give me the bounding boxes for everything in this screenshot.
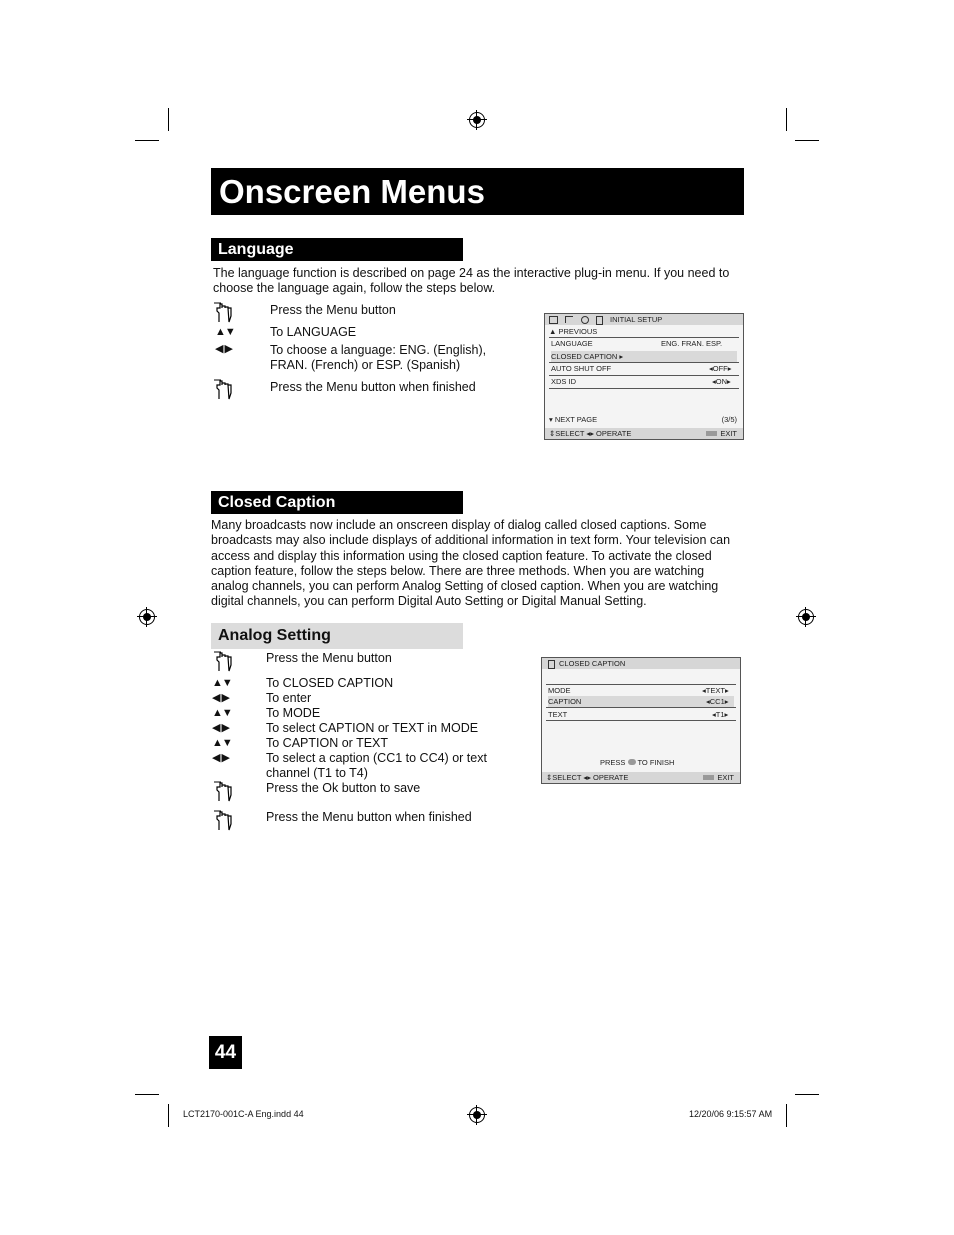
hand-press-icon: [213, 651, 235, 673]
left-right-arrows-icon: ◀ ▶: [212, 752, 229, 764]
row-label: CLOSED CAPTION: [551, 352, 618, 361]
language-intro: The language function is described on page 24 as the interactive plug-in menu. If you need to choose the language again, follow the steps below.: [213, 266, 730, 296]
xds-id-value: ◂ON▸: [712, 377, 731, 386]
crop-mark: [795, 1094, 819, 1095]
screen-title: INITIAL SETUP: [610, 315, 663, 324]
crop-mark: [135, 140, 159, 141]
screen-footer-bar: [542, 772, 740, 783]
ok-button-icon: [628, 759, 636, 765]
row-value: TEXT: [705, 686, 725, 695]
divider: [546, 707, 736, 708]
hand-press-icon: [213, 781, 235, 803]
crop-mark: [795, 140, 819, 141]
select-hint: ⇕SELECT ◂▸ OPERATE: [546, 773, 629, 782]
menu-row-text: TEXT: [548, 710, 568, 719]
exit-label: EXIT: [720, 429, 737, 438]
row-value: CC1: [709, 697, 725, 706]
menu-row-mode: MODE: [548, 686, 571, 695]
next-page-item: ▾ NEXT PAGE: [549, 415, 598, 424]
analog-step-7: To select a caption (CC1 to CC4) or text channel (T1 to T4): [266, 751, 487, 780]
caption-value: ◂CC1▸: [706, 697, 729, 706]
hand-press-icon: [213, 810, 235, 832]
crop-mark: [168, 1104, 169, 1127]
crop-mark: [168, 108, 169, 131]
select-label: SELECT: [552, 773, 582, 782]
divider: [549, 388, 739, 389]
crop-mark: [786, 1104, 787, 1127]
language-step-4: Press the Menu button when finished: [270, 380, 476, 394]
select-label: SELECT: [555, 429, 585, 438]
section-heading-closed-caption: Closed Caption: [211, 491, 463, 514]
page-indicator: (3/5): [721, 415, 737, 424]
left-right-arrows-icon: ◀ ▶: [215, 343, 232, 355]
press-label: PRESS: [600, 758, 626, 767]
previous-label: PREVIOUS: [558, 327, 598, 336]
tv-icon: [549, 316, 558, 324]
up-down-arrows-icon: ▲▼: [212, 677, 232, 689]
section-heading-language: Language: [211, 238, 463, 261]
closed-caption-screen: [541, 657, 741, 784]
picture-icon: [565, 316, 573, 323]
language-step-1: Press the Menu button: [270, 303, 396, 317]
language-step-3: To choose a language: ENG. (English), FRAN. (French) or ESP. (Spanish): [270, 343, 487, 372]
page-title: Onscreen Menus: [211, 168, 744, 215]
up-down-arrows-icon: ▲▼: [215, 326, 235, 338]
screen-title: CLOSED CAPTION: [559, 659, 626, 668]
auto-shut-off-value: ◂OFF▸: [709, 364, 732, 373]
clock-icon: [581, 316, 589, 324]
crop-mark: [135, 1094, 159, 1095]
language-options: ENG. FRAN. ESP.: [661, 339, 723, 348]
press-to-finish: [600, 757, 674, 768]
analog-step-9: Press the Menu button when finished: [266, 810, 472, 824]
select-hint: ⇕SELECT ◂▸ OPERATE: [549, 429, 632, 438]
footer-file: LCT2170-001C-A Eng.indd 44: [183, 1109, 304, 1119]
operate-label: OPERATE: [596, 429, 632, 438]
initial-setup-screen: [544, 313, 744, 440]
next-page-label: NEXT PAGE: [554, 415, 598, 424]
exit-hint: [706, 428, 737, 439]
screen-header-bar: [542, 658, 740, 669]
row-value: OFF: [712, 364, 728, 373]
left-right-arrows-icon: ◀ ▶: [212, 692, 229, 704]
footer-timestamp: 12/20/06 9:15:57 AM: [689, 1109, 773, 1119]
lock-icon: [596, 316, 603, 325]
screen-header-bar: [545, 314, 743, 325]
registration-mark-icon: [469, 1107, 485, 1123]
registration-mark-icon: [469, 112, 485, 128]
to-finish-label: TO FINISH: [637, 758, 675, 767]
text-value: ◂T1▸: [712, 710, 729, 719]
analog-step-6: To CAPTION or TEXT: [266, 736, 389, 750]
analog-step-4: To MODE: [266, 706, 321, 720]
language-step-2: To LANGUAGE: [270, 325, 357, 339]
registration-mark-icon: [798, 609, 814, 625]
menu-row-auto-shut-off: AUTO SHUT OFF: [551, 364, 612, 373]
lock-icon: [548, 660, 555, 669]
row-label: CAPTION: [548, 697, 582, 706]
crop-mark: [786, 108, 787, 131]
section-heading-analog-setting: Analog Setting: [211, 623, 463, 649]
closed-caption-intro: Many broadcasts now include an onscreen display of dialog called closed captions. Some broadcasts may also include displays of additional information in text form. Your television can access and display this information using the closed caption feature. To activate the closed caption feature, follow the steps below. There are three methods. When you are watching analog channels, you can perform Analog Setting of closed caption. When you are watching digital channels, you can perform Digital Auto Setting or Digital Manual Setting.: [211, 518, 731, 609]
exit-label: EXIT: [717, 773, 734, 782]
menu-row-closed-caption: CLOSED CAPTION ▸: [551, 351, 737, 362]
left-right-arrows-icon: ◀ ▶: [212, 722, 229, 734]
hand-press-icon: [213, 302, 235, 324]
row-value: ON: [715, 377, 728, 386]
analog-step-3: To enter: [266, 691, 312, 705]
page-number: 44: [209, 1036, 242, 1069]
mode-value: ◂TEXT▸: [702, 686, 729, 695]
divider: [546, 720, 736, 721]
divider: [549, 375, 739, 376]
registration-mark-icon: [139, 609, 155, 625]
hand-press-icon: [213, 379, 235, 401]
menu-row-language: LANGUAGE: [551, 339, 593, 348]
analog-step-1: Press the Menu button: [266, 651, 392, 665]
analog-step-2: To CLOSED CAPTION: [266, 676, 394, 690]
analog-step-5: To select CAPTION or TEXT in MODE: [266, 721, 479, 735]
exit-hint: [703, 772, 734, 783]
operate-label: OPERATE: [593, 773, 629, 782]
analog-step-8: Press the Ok button to save: [266, 781, 421, 795]
previous-item: ▲ PREVIOUS: [549, 327, 598, 336]
row-value: T1: [715, 710, 725, 719]
menu-row-xds-id: XDS ID: [551, 377, 577, 386]
up-down-arrows-icon: ▲▼: [212, 707, 232, 719]
screen-footer-bar: [545, 428, 743, 439]
up-down-arrows-icon: ▲▼: [212, 737, 232, 749]
